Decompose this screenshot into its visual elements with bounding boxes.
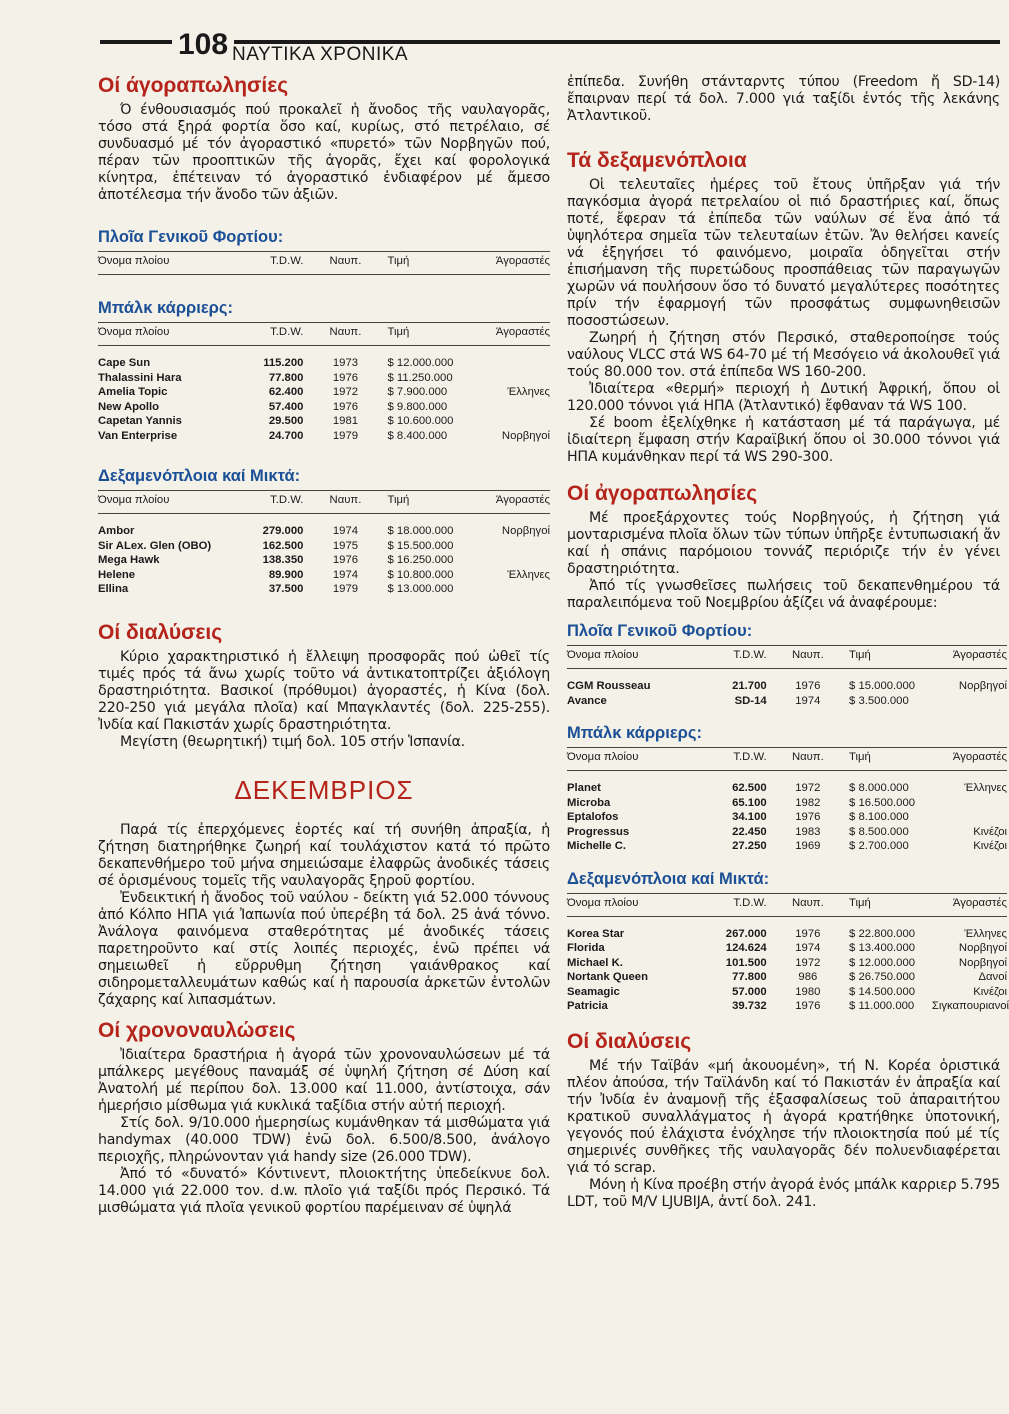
cell-tdw: 124.624 [725, 942, 767, 954]
cell-tdw: 101.500 [725, 956, 767, 969]
cell-ship-name: New Apollo [98, 400, 160, 413]
cell-year-built: 1983 [795, 825, 821, 838]
cell-buyers: Έλληνες [964, 782, 1007, 794]
december-paragraph-2: Ἐνδεικτική ἡ ἄνοδος τοῦ ναύλου - δείκτη γιά 52.000 τόννους ἀπό Κόλπο ΗΠΑ γιά Ἰαπωνία πού ὑπερέβη τά δολ. 25 ἀνά τόννο. Ἀνάλογα φαινόμενα σταθερότητας μέ ἀνοδικές τάσεις παρετηροῦντο καί στίς λοιπές περιοχές, ἐνῶ πρέπει νά σημειωθεῖ ἡ εὔρρυθμη ζήτηση γαιάνθρακος καί σιδηρομεταλλευμάτων καθώς καί ἡ παρουσία ἀρκετῶν ἐντολῶν ζάχαρης καί λιπασμάτων. [98, 889, 550, 1008]
left-column [98, 74, 550, 1217]
table-row [567, 999, 1007, 1014]
cell-price: $ 12.000.000 [387, 357, 454, 369]
col-ship-name: Όνομα πλοίου [567, 893, 709, 916]
col-built: Ναυπ. [779, 748, 837, 771]
left-demolition-paragraph-2: Μεγίστη (θεωρητική) τιμή δολ. 105 στήν Ἱσπανία. [120, 733, 465, 750]
left-bulk-table [98, 322, 550, 443]
right-tanker-heading: Δεξαμενόπλοια καί Μικτά: [567, 869, 770, 888]
right-demolition-paragraph-2: Μόνη ἡ Κίνα προέβη στήν ἀγορά ἑνός μπάλκ καρριερ 5.795 LDT, τοῦ M/V LJUBIJA, ἀντί δολ. 241. [567, 1176, 1000, 1210]
table-row [98, 414, 550, 429]
cell-year-built: 986 [798, 971, 818, 983]
cell-price: $ 10.800.000 [387, 568, 454, 581]
cell-buyers [932, 796, 1007, 811]
table-row [567, 796, 1007, 811]
cell-tdw: 21.700 [732, 680, 767, 692]
cell-buyers: Έλληνες [507, 386, 550, 398]
right-tankers-paragraph-2: Ζωηρή ἡ ζήτηση στόν Περσικό, σταθεροποίησε τούς ναύλους VLCC στά WS 64-70 μέ τή Μεσόγειο νά ἀκολουθεῖ γιά τούς 80.000 τον. στά ἐπίπεδα WS 160-200. [567, 330, 1000, 380]
left-general-cargo-heading: Πλοῖα Γενικοῦ Φορτίου: [98, 228, 284, 246]
right-continuation-paragraph: ἐπίπεδα. Συνήθη στάνταρντς τύπου (Freedom ἤ SD-14) ἔπαιρναν περί τά δολ. 7.000 γιά ταξίδι ἐντός τῆς λεκάνης Ἀτλαντικοῦ. [567, 74, 1000, 124]
cell-buyers [473, 539, 550, 554]
right-demolition-heading: Οί διαλύσεις [567, 1029, 692, 1053]
col-ship-name: Όνομα πλοίου [98, 252, 244, 275]
cell-price: $ 12.000.000 [849, 956, 916, 969]
cell-year-built: 1976 [795, 680, 821, 692]
cell-ship-name: Van Enterprise [98, 429, 178, 442]
cell-price: $ 2.700.000 [849, 840, 909, 852]
left-bulk-heading: Μπάλκ κάρριερς: [98, 299, 233, 317]
left-sale-paragraph: Ό ένθουσιασμός πού προκαλεῖ ἡ ἄνοδος τῆς ναυλαγορᾶς, τόσο στά ξηρά φορτία ὅσο καί, κυρίως, στό πετρέλαιο, σέ συνδυασμό μέ τόν ἀγοραστικό «πυρετό» τῶν Νορβηγῶν πού, πέραν τῶν προοπτικῶν τῆς ἀγορᾶς, ἔχει καί φορολογικά κίνητρα, ἐπέτειναν τό ἀγοραστικό ἐνδιαφέρον μέ ἄμεσο ἀποτέλεσμα τήν ἄνοδο τῶν ἀξιῶν. [98, 102, 550, 203]
cell-buyers [932, 810, 1007, 825]
cell-buyers [473, 582, 550, 597]
cell-buyers: Νορβηγοί [501, 525, 550, 537]
cell-tdw: 62.400 [268, 386, 304, 398]
table-row [567, 985, 1007, 1000]
right-general-cargo-heading: Πλοῖα Γενικοῦ Φορτίου: [567, 622, 753, 640]
cell-price: $ 8.000.000 [849, 782, 909, 794]
cell-price: $ 8.500.000 [849, 825, 909, 838]
col-built: Ναυπ. [315, 323, 375, 346]
right-bulk-heading: Μπάλκ κάρριερς: [567, 724, 702, 742]
table-row [98, 524, 550, 539]
cell-price: $ 15.500.000 [387, 539, 454, 552]
cell-year-built: 1976 [795, 1000, 821, 1012]
cell-ship-name: Patricia [567, 1000, 608, 1012]
cell-ship-name: Helene [98, 568, 136, 581]
right-demolition-paragraph-1: Μέ τήν Ταϊβάν «μή ἀκουομένη», τή Ν. Κορέα ὁριστικά πλέον ἀπούσα, τήν Ταϊλάνδη καί τό Πακιστάν ἐν ἀπραξία καί τήν Ἰνδία ἐν ἀναμονῇ τῆς ἐξασφαλίσεως τοῦ ἀπαραιτήτου κρατικοῦ συναλλάγματος ἡ ἀγορά κρατήθηκε ὑποτονική, γεγονός πού ἐλάχιστα ἐνόχλησε τήν πλοιοκτησία πού μέ τίς σημερινές συνθῆκες τῆς ναυλαγορᾶς δέν πολυενδιαφέρεται γιά τό scrap. [567, 1057, 1000, 1176]
cell-ship-name: Mega Hawk [98, 554, 160, 566]
cell-price: $ 16.500.000 [849, 796, 916, 809]
cell-tdw: 115.200 [263, 357, 304, 369]
cell-buyers [473, 414, 550, 429]
table-row [98, 400, 550, 415]
cell-year-built: 1976 [332, 371, 359, 384]
col-tdw: T.D.W. [709, 893, 779, 916]
cell-year-built: 1976 [795, 927, 821, 940]
cell-buyers: Σιγκαπουριανοί [931, 1000, 1009, 1012]
cell-ship-name: Microba [567, 796, 611, 809]
cell-price: $ 10.600.000 [387, 415, 454, 427]
december-paragraph-1: Παρά τίς ἐπερχόμενες ἑορτές καί τή συνήθη ἀπραξία, ἡ ζήτηση διατηρήθηκε ζωηρή καί τουλάχιστον κατά τό πρῶτο δεκαπενθήμερο τοῦ μήνα σημειώσαμε ἐλαφρῶς ἀνοδικές τάσεις σέ ὁρισμένους τομεῖς τῆς ναυλαγορᾶς ξηροῦ φορτίου. [98, 821, 550, 889]
right-sale-heading: Οί ἀγοραπωλησίες [567, 482, 758, 505]
cell-price: $ 3.500.000 [849, 694, 909, 707]
cell-tdw: 57.400 [268, 400, 304, 413]
charter-paragraph-1: Ἰδιαίτερα δραστήρια ἡ ἀγορά τῶν χρονοναυλώσεων μέ τά μπάλκερς μεγέθους παναμάξ σέ ὑψηλή ζήτηση σέ Δύση καί Ἀνατολή μέ περίπου δολ. 13.000 καί 11.000, ἀντίστοιχα, σάν ἡμερήσιο μίσθωμα γιά κυκλικά ταξίδια στήν αὐτή περιοχή. [98, 1046, 550, 1114]
cell-price: $ 7.900.000 [387, 386, 448, 398]
cell-price: $ 11.250.000 [387, 371, 453, 384]
col-built: Ναυπ. [779, 893, 837, 916]
cell-ship-name: Avance [567, 694, 607, 707]
table-row [98, 429, 550, 444]
left-demolition-heading: Οί διαλύσεις [98, 620, 223, 644]
cell-buyers: Κινέζοι [973, 985, 1007, 998]
table-row [567, 970, 1007, 985]
cell-year-built: 1982 [795, 796, 821, 809]
cell-price: $ 14.500.000 [849, 985, 916, 998]
cell-ship-name: Seamagic [567, 985, 620, 998]
col-buyers: Άγοραστές [473, 252, 550, 275]
right-sale-paragraph-1: Μέ προεξάρχοντες τούς Νορβηγούς, ἡ ζήτηση γιά μονταρισμένα πλοῖα ὅλων τῶν τύπων ὑπῆρξε ἐντυπωσιακή ἄν καί ἡ σπάνις παρόμοιου τοννάζ περιόριζε τήν ἐν γένει δραστηριότητα. [567, 510, 1000, 577]
col-price: Τιμή [375, 491, 472, 514]
cell-tdw: 65.100 [732, 796, 767, 809]
col-buyers: Άγοραστές [473, 323, 550, 346]
cell-ship-name: Michael K. [567, 956, 623, 969]
cell-tdw: SD-14 [734, 694, 767, 707]
col-tdw: T.D.W. [244, 252, 315, 275]
december-heading: ΔΕΚΕΜΒΡΙΟΣ [234, 774, 414, 805]
cell-ship-name: Capetan Yannis [98, 415, 182, 427]
cell-buyers [473, 400, 550, 415]
right-tankers-paragraph-4: Σέ boom ἐξελίχθηκε ἡ κατάσταση μέ τά παράγωγα, μέ ἰδιαίτερη ἔμφαση στήν Καραϊβική ὅπου οἱ 30.000 τόννοι γιά ΗΠΑ κυμάνθηκαν περί τά WS 290-300. [567, 415, 1000, 465]
right-tankers-paragraph-1: Οἱ τελευταῖες ἡμέρες τοῦ ἔτους ὑπῆρξαν γιά τήν παγκόσμια ἀγορά πετρελαίου οἱ πιό δραστήριες καί, ὅπως ποτέ, ἔφεραν τά ἐπίπεδα τῶν ναύλων σέ ἕνα ἀπό τά ὑψηλότερα σημεῖα τῶν τελευταίων ἐτῶν. Ἄν θελήσει κανείς νά ἐξηγήσει τό φαινόμενο, μοιραῖα ὁδηγεῖται στήν ἐπισήμανση τῆς πυρετώδους προσπάθειας τῶν παραγωγῶν χωρῶν νά πουλήσουν ὅσο τό δυνατό μεγαλύτερες ποσότητες πρίν τήν ἐφαρμογή τῶν προσφάτως συμφωνηθεισῶν ποσοστώσεων. [567, 177, 1000, 329]
cell-ship-name: Planet [567, 782, 601, 794]
cell-buyers: Νορβηγοί [958, 680, 1007, 692]
cell-year-built: 1969 [795, 840, 821, 852]
cell-ship-name: Nortank Queen [567, 971, 648, 983]
cell-year-built: 1976 [795, 811, 821, 823]
left-sale-heading: Οί άγοραπωλησίες [98, 74, 289, 97]
cell-buyers: Κινέζοι [973, 825, 1007, 838]
cell-tdw: 267.000 [725, 927, 767, 940]
cell-ship-name: CGM Rousseau [567, 680, 651, 692]
cell-tdw: 89.900 [268, 568, 304, 581]
col-price: Τιμή [837, 748, 932, 771]
col-tdw: T.D.W. [244, 323, 315, 346]
cell-tdw: 77.800 [268, 371, 304, 384]
cell-year-built: 1979 [332, 429, 359, 442]
cell-year-built: 1976 [332, 554, 359, 566]
table-row [567, 694, 1007, 709]
charter-paragraph-2: Στίς δολ. 9/10.000 ἡμερησίως κυμάνθηκαν τά μισθώματα γιά handymax (40.000 TDW) ἐνῶ δολ. 6.500/8.500, ἀνάλογο περιοχῆς, πληρώνονταν γιά handy size (26.000 TDW). [98, 1114, 550, 1165]
col-buyers: Άγοραστές [932, 646, 1007, 669]
cell-buyers [473, 371, 550, 386]
table-row [98, 385, 550, 400]
left-tanker-heading: Δεξαμενόπλοια καί Μικτά: [98, 467, 301, 485]
cell-tdw: 279.000 [262, 525, 304, 537]
cell-year-built: 1972 [795, 782, 821, 794]
cell-buyers: Έλληνες [964, 927, 1007, 940]
table-row [567, 839, 1007, 854]
left-tanker-table [98, 490, 550, 597]
left-general-cargo-table [98, 251, 550, 275]
col-tdw: T.D.W. [709, 748, 779, 771]
cell-buyers: Κινέζοι [973, 840, 1007, 852]
table-row [567, 810, 1007, 825]
cell-tdw: 77.800 [732, 971, 767, 983]
col-tdw: T.D.W. [244, 491, 315, 514]
cell-year-built: 1974 [332, 568, 359, 581]
charter-heading: Οί χρονοναυλώσεις [98, 1018, 296, 1042]
table-row [98, 371, 550, 386]
col-buyers: Άγοραστές [473, 491, 550, 514]
cell-year-built: 1974 [332, 525, 359, 537]
cell-buyers: Έλληνες [507, 568, 550, 581]
col-ship-name: Όνομα πλοίου [98, 491, 244, 514]
cell-tdw: 138.350 [262, 554, 304, 566]
cell-buyers [932, 694, 1007, 709]
col-price: Τιμή [837, 646, 932, 669]
table-row [567, 927, 1007, 942]
col-ship-name: Όνομα πλοίου [567, 748, 709, 771]
cell-ship-name: Ambor [98, 525, 135, 537]
col-built: Ναυπ. [315, 491, 375, 514]
col-price: Τιμή [375, 252, 472, 275]
cell-tdw: 162.500 [262, 539, 304, 552]
cell-year-built: 1974 [795, 942, 821, 954]
table-row [98, 568, 550, 583]
cell-buyers: Δανοί [978, 971, 1007, 983]
cell-tdw: 39.732 [732, 1000, 767, 1012]
charter-paragraph-3: Ἀπό τό «δυνατό» Κόντινεντ, πλοιοκτήτης ὑπεδείκνυε δολ. 14.000 γιά 22.000 τον. d.w. πλοῖο γιά ταξίδι πρός Περσικό. Τά μισθώματα γιά πλοῖα γενικοῦ φορτίου παρέμειναν σέ ὑψηλά [98, 1165, 550, 1216]
cell-price: $ 13.000.000 [387, 583, 454, 595]
cell-price: $ 13.400.000 [849, 942, 916, 954]
cell-ship-name: Amelia Topic [98, 386, 168, 398]
cell-ship-name: Ellina [98, 583, 129, 595]
cell-tdw: 29.500 [268, 415, 304, 427]
right-sale-paragraph-2: Ἀπό τίς γνωσθεῖσες πωλήσεις τοῦ δεκαπενθημέρου τά παραλειπόμενα τοῦ Νοεμβρίου ἀξίζει νά ἀναφέρουμε: [567, 578, 1000, 611]
col-buyers: Άγοραστές [932, 748, 1007, 771]
cell-year-built: 1979 [332, 583, 359, 595]
cell-buyers: Νορβηγοί [501, 429, 550, 442]
cell-buyers: Νορβηγοί [958, 942, 1007, 954]
cell-tdw: 62.500 [732, 782, 767, 794]
cell-tdw: 22.450 [732, 825, 767, 838]
col-price: Τιμή [375, 323, 472, 346]
cell-year-built: 1981 [332, 415, 359, 427]
cell-price: $ 8.400.000 [387, 429, 448, 442]
cell-tdw: 27.250 [732, 840, 767, 852]
cell-ship-name: Sir ALex. Glen (OBO) [98, 539, 212, 552]
cell-year-built: 1973 [332, 357, 359, 369]
table-row [567, 941, 1007, 956]
cell-ship-name: Cape Sun [98, 357, 151, 369]
col-price: Τιμή [837, 893, 932, 916]
col-ship-name: Όνομα πλοίου [98, 323, 244, 346]
col-buyers: Άγοραστές [932, 893, 1007, 916]
table-row [98, 582, 550, 597]
cell-year-built: 1972 [795, 956, 821, 969]
cell-year-built: 1980 [795, 985, 821, 998]
cell-tdw: 57.000 [732, 985, 767, 998]
right-tankers-heading: Τά δεξαμενόπλοια [567, 149, 747, 172]
cell-price: $ 11.000.000 [849, 1000, 915, 1012]
magazine-title: ΝΑΥΤΙΚΑ ΧΡΟΝΙΚΑ [232, 44, 409, 65]
cell-ship-name: Progressus [567, 825, 630, 838]
right-general-cargo-table [567, 645, 1007, 708]
table-row [567, 781, 1007, 796]
cell-ship-name: Michelle C. [567, 840, 627, 852]
col-built: Ναυπ. [315, 252, 375, 275]
right-bulk-table [567, 747, 1007, 854]
cell-price: $ 16.250.000 [387, 554, 454, 566]
col-ship-name: Όνομα πλοίου [567, 646, 709, 669]
cell-year-built: 1974 [795, 694, 821, 707]
page-number: 108 [172, 28, 234, 62]
cell-tdw: 34.100 [732, 811, 767, 823]
table-row [98, 553, 550, 568]
right-column [567, 74, 1009, 1211]
left-demolition-paragraph-1: Κύριο χαρακτηριστικό ἡ ἔλλειψη προσφορᾶς πού ὠθεῖ τίς τιμές πρός τά ἄνω χωρίς τοῦτο νά ἀντικατοπτρίζει ἀξιόλογη δραστηριότητα. Βασικοί (πρόθυμοι) ἀγοραστές, ἡ Κίνα (δολ. 220-250 γιά μεγάλα πλοῖα) καί Μπαγκλαντές (δολ. 225-255). Ἰνδία καί Πακιστάν χωρίς δραστηριότητα. [98, 648, 550, 733]
cell-price: $ 15.000.000 [849, 680, 916, 692]
cell-price: $ 8.100.000 [849, 811, 909, 823]
col-tdw: T.D.W. [709, 646, 779, 669]
cell-buyers [473, 553, 550, 568]
cell-ship-name: Florida [567, 942, 605, 954]
cell-buyers [473, 356, 550, 371]
cell-buyers: Νορβηγοί [958, 956, 1007, 969]
cell-year-built: 1972 [332, 386, 359, 398]
cell-price: $ 18.000.000 [387, 525, 454, 537]
table-row [567, 679, 1007, 694]
cell-price: $ 22.800.000 [849, 927, 916, 940]
cell-price: $ 9.800.000 [387, 400, 448, 413]
cell-tdw: 37.500 [268, 583, 304, 595]
table-row [98, 539, 550, 554]
cell-tdw: 24.700 [268, 429, 304, 442]
right-tanker-table [567, 893, 1007, 1014]
table-row [567, 825, 1007, 840]
cell-ship-name: Korea Star [567, 927, 625, 940]
cell-year-built: 1976 [332, 400, 359, 413]
cell-ship-name: Eptalofos [567, 811, 619, 823]
cell-ship-name: Thalassini Hara [98, 371, 182, 384]
col-built: Ναυπ. [779, 646, 837, 669]
table-row [98, 356, 550, 371]
cell-year-built: 1975 [332, 539, 359, 552]
cell-price: $ 26.750.000 [849, 971, 916, 983]
table-row [567, 956, 1007, 971]
right-tankers-paragraph-3: Ἰδιαίτερα «θερμή» περιοχή ἡ Δυτική Ἀφρική, ὅπου οἱ 120.000 τόννοι γιά ΗΠΑ (Ἀτλαντικό) ἔφθαναν τά WS 100. [567, 381, 1000, 414]
